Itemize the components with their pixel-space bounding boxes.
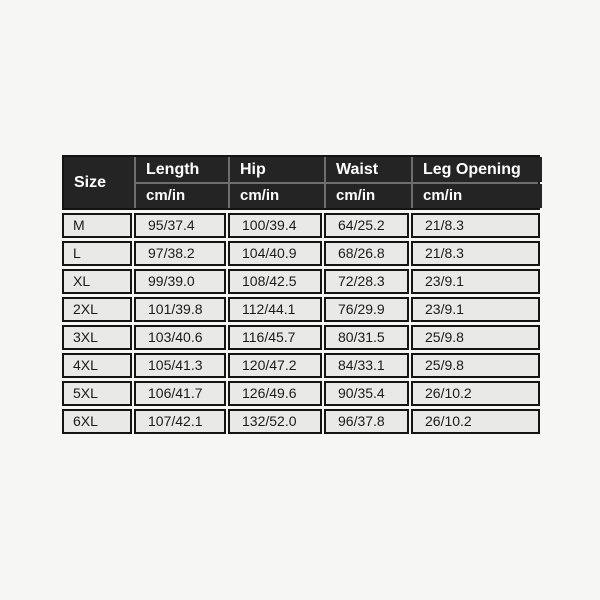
table-cell: 64/25.2 (324, 213, 409, 238)
size-label-cell: M (62, 213, 132, 238)
table-cell: 99/39.0 (134, 269, 226, 294)
table-cell: 25/9.8 (411, 325, 540, 350)
table-body (62, 213, 540, 434)
table-cell: 84/33.1 (324, 353, 409, 378)
table-cell: 103/40.6 (134, 325, 226, 350)
unit-header-length: cm/in (136, 184, 228, 208)
column-header-waist: Waist (326, 157, 411, 182)
table-cell: 90/35.4 (324, 381, 409, 406)
column-header-length: Length (136, 157, 228, 182)
table-cell: 104/40.9 (228, 241, 322, 266)
table-cell: 96/37.8 (324, 409, 409, 434)
unit-header-waist: cm/in (326, 184, 411, 208)
size-label-cell: L (62, 241, 132, 266)
table-cell: 132/52.0 (228, 409, 322, 434)
table-cell: 107/42.1 (134, 409, 226, 434)
table-cell: 116/45.7 (228, 325, 322, 350)
table-cell: 97/38.2 (134, 241, 226, 266)
table-cell: 26/10.2 (411, 409, 540, 434)
size-label-cell: 4XL (62, 353, 132, 378)
column-header-size: Size (64, 157, 134, 208)
column-header-leg-opening: Leg Opening (413, 157, 542, 182)
table-cell: 95/37.4 (134, 213, 226, 238)
table-cell: 108/42.5 (228, 269, 322, 294)
table-cell: 76/29.9 (324, 297, 409, 322)
unit-header-leg-opening: cm/in (413, 184, 542, 208)
table-cell: 68/26.8 (324, 241, 409, 266)
unit-header-hip: cm/in (230, 184, 324, 208)
table-cell: 21/8.3 (411, 213, 540, 238)
table-cell: 105/41.3 (134, 353, 226, 378)
table-cell: 100/39.4 (228, 213, 322, 238)
table-cell: 101/39.8 (134, 297, 226, 322)
size-label-cell: 5XL (62, 381, 132, 406)
table-cell: 26/10.2 (411, 381, 540, 406)
size-label-cell: 2XL (62, 297, 132, 322)
table-cell: 23/9.1 (411, 269, 540, 294)
column-header-hip: Hip (230, 157, 324, 182)
table-cell: 23/9.1 (411, 297, 540, 322)
table-header (62, 155, 540, 210)
size-chart-table (62, 155, 540, 434)
table-cell: 106/41.7 (134, 381, 226, 406)
table-cell: 112/44.1 (228, 297, 322, 322)
table-cell: 72/28.3 (324, 269, 409, 294)
table-cell: 126/49.6 (228, 381, 322, 406)
table-cell: 80/31.5 (324, 325, 409, 350)
size-label-cell: XL (62, 269, 132, 294)
table-cell: 21/8.3 (411, 241, 540, 266)
table-cell: 120/47.2 (228, 353, 322, 378)
size-label-cell: 3XL (62, 325, 132, 350)
size-label-cell: 6XL (62, 409, 132, 434)
table-cell: 25/9.8 (411, 353, 540, 378)
